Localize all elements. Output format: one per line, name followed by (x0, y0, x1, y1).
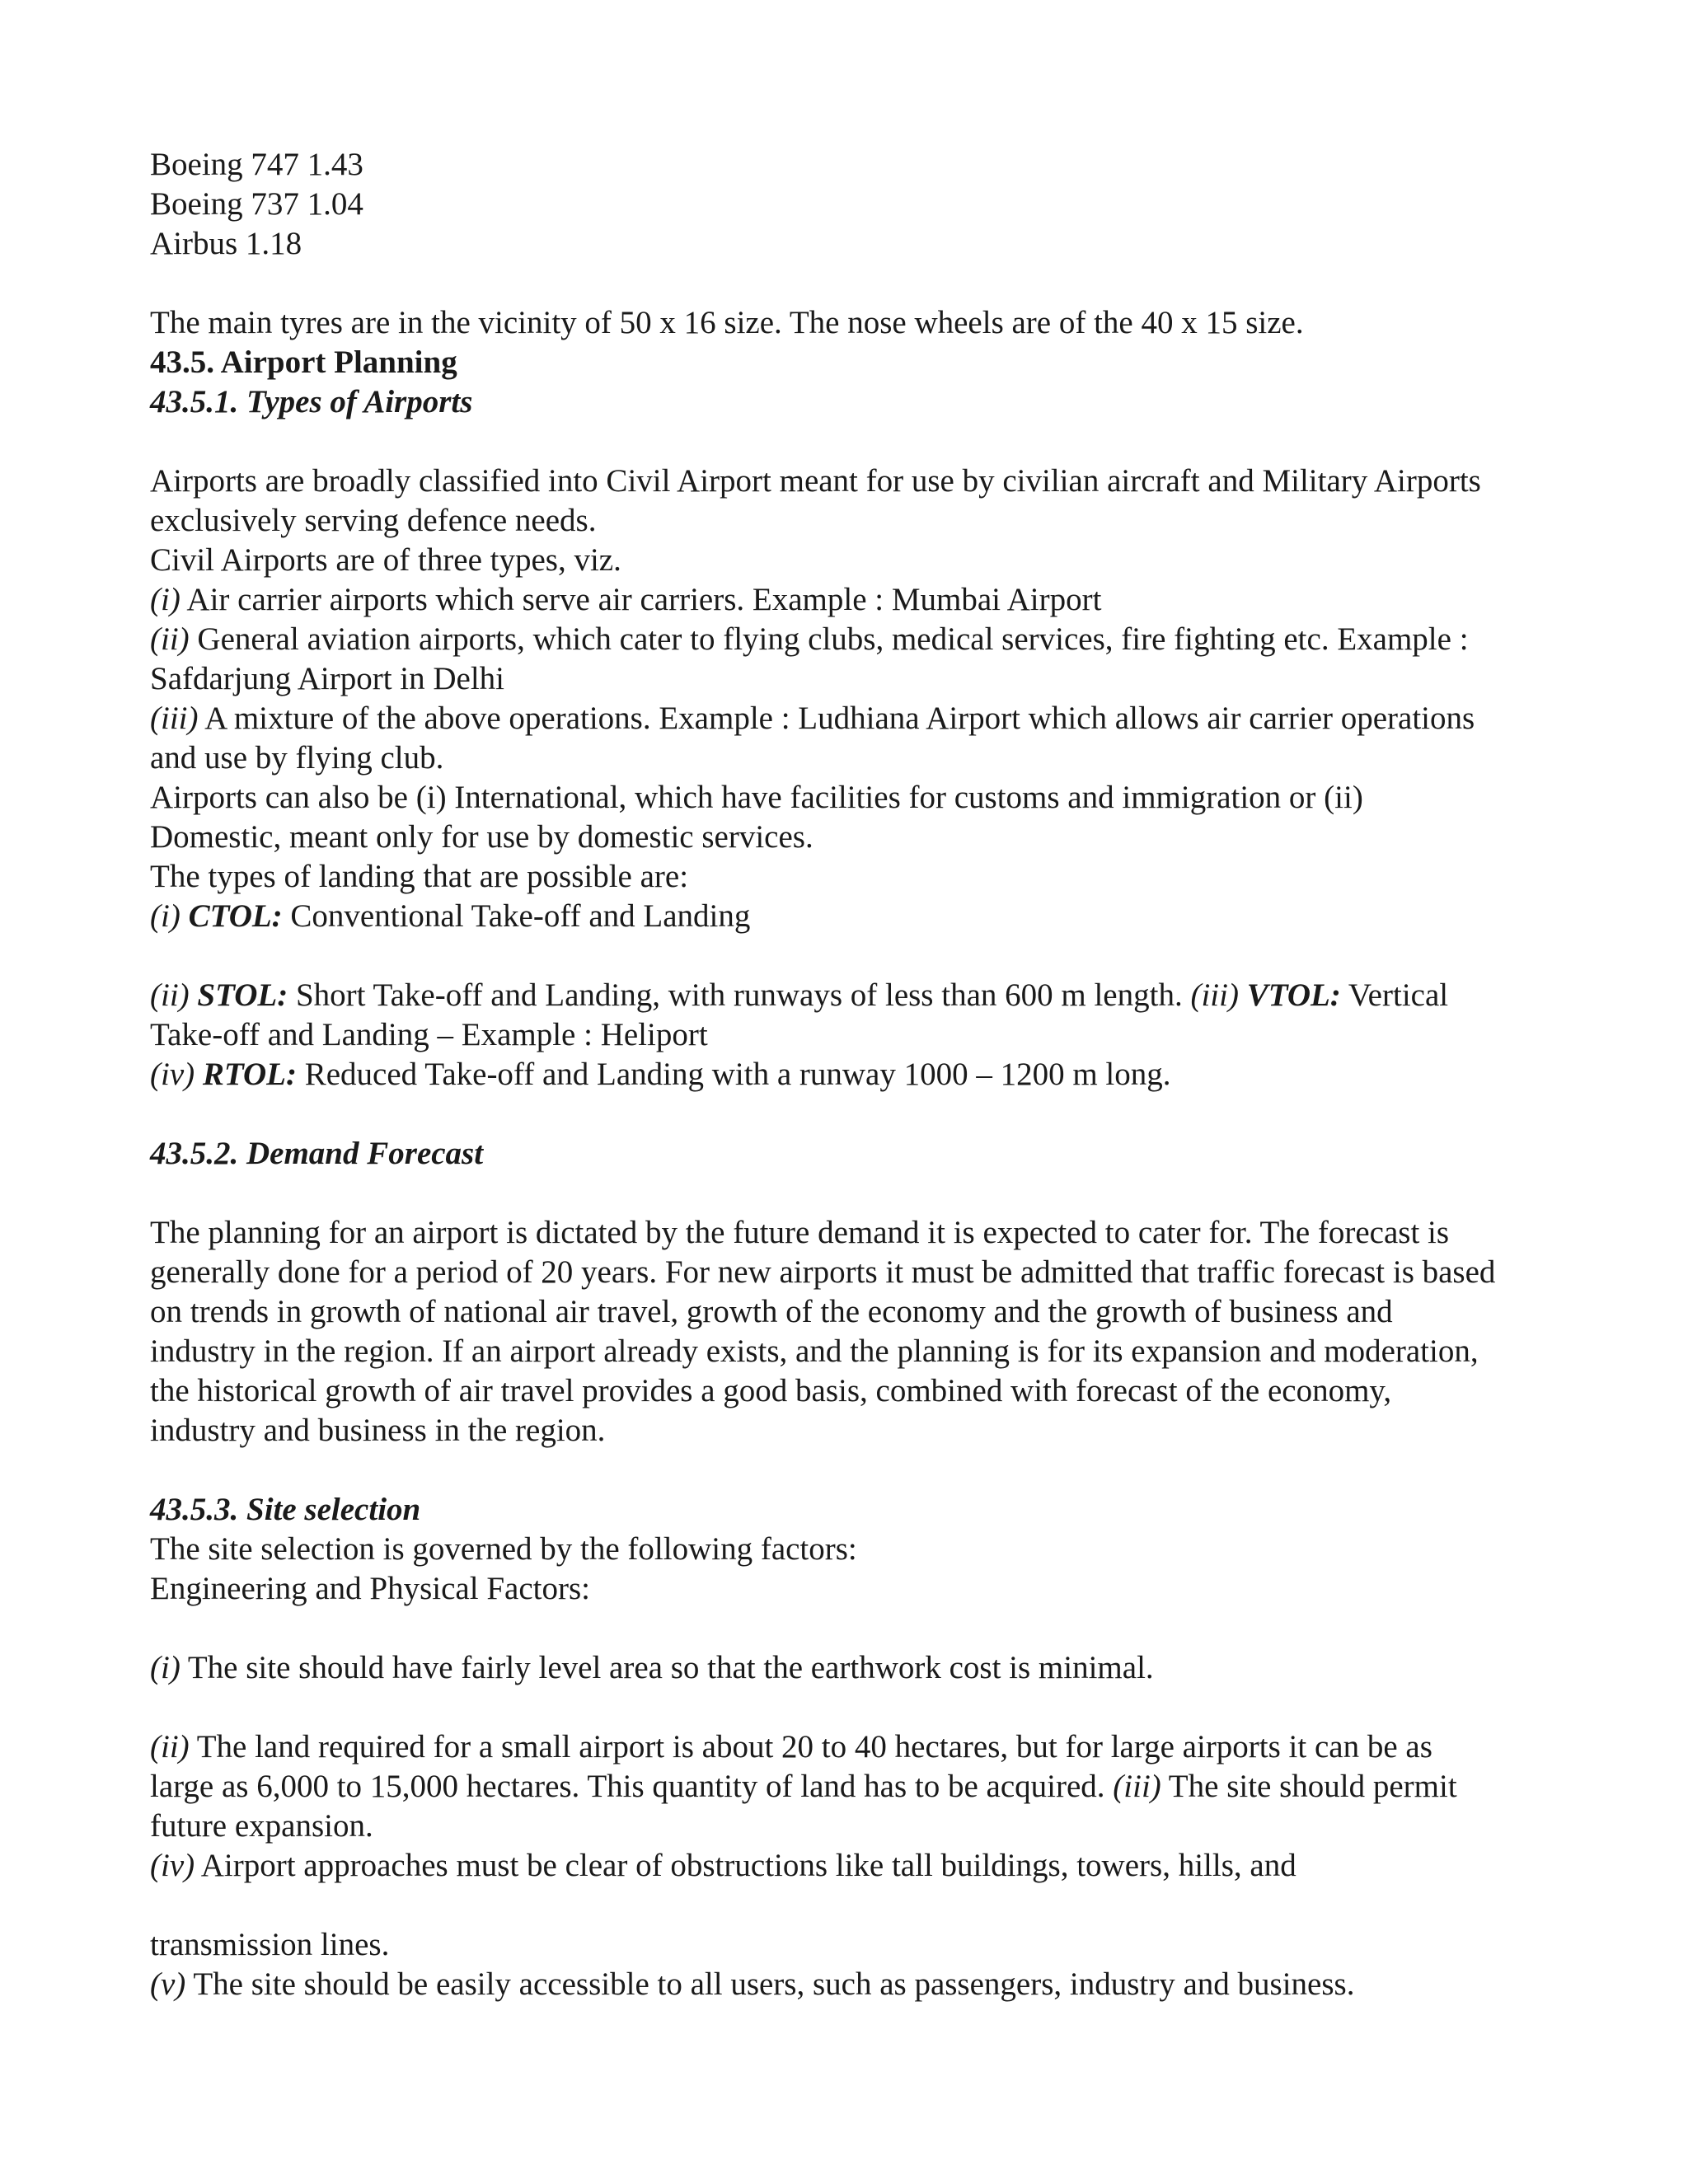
list-marker: (iii) (150, 701, 199, 736)
spec-line-boeing-747: Boeing 747 1.43 (150, 147, 363, 182)
spacer (150, 1688, 1551, 1727)
list-marker: (i) (150, 582, 181, 617)
list-marker: (ii) (150, 1729, 190, 1765)
term: CTOL: (188, 898, 283, 934)
list-marker: (i) (150, 1650, 181, 1685)
types-intro-line-1: Airports are broadly classified into Civil Airport meant for use by civilian aircraft and Military Airports (150, 463, 1481, 499)
tyres-paragraph: The main tyres are in the vicinity of 50 x 16 size. The nose wheels are of the 40 x 15 size. (150, 305, 1304, 340)
heading-types-of-airports: 43.5.1. Types of Airports (150, 384, 473, 419)
document-page (150, 145, 1551, 2004)
heading-demand-forecast: 43.5.2. Demand Forecast (150, 1136, 484, 1171)
demand-line-5: the historical growth of air travel provides a good basis, combined with forecast of the economy, (150, 1373, 1392, 1408)
demand-line-4: industry in the region. If an airport already exists, and the planning is for its expansion and moderation, (150, 1333, 1479, 1369)
site-factor-iii-continued: future expansion. (150, 1808, 373, 1844)
civil-type-ii (150, 620, 1551, 659)
spec-line-boeing-737: Boeing 737 1.04 (150, 186, 363, 222)
spacer (150, 422, 1551, 462)
list-marker: (v) (150, 1966, 186, 2002)
list-text: The site should have fairly level area so that the earthwork cost is minimal. (180, 1650, 1154, 1685)
site-intro: The site selection is governed by the following factors: (150, 1531, 857, 1567)
list-text: A mixture of the above operations. Example : Ludhiana Airport which allows air carrier operations (198, 701, 1475, 736)
demand-line-1: The planning for an airport is dictated by the future demand it is expected to cater for. The forecast is (150, 1215, 1450, 1250)
list-text: Air carrier airports which serve air carriers. Example : Mumbai Airport (180, 582, 1102, 617)
site-factor-ii (150, 1727, 1551, 1767)
demand-line-3: on trends in growth of national air travel, growth of the economy and the growth of business and (150, 1294, 1393, 1329)
civil-type-ii-continued: Safdarjung Airport in Delhi (150, 661, 505, 696)
spacer (150, 936, 1551, 976)
spacer (150, 1609, 1551, 1648)
list-text: Airport approaches must be clear of obstructions like tall buildings, towers, hills, and (195, 1848, 1296, 1883)
civil-type-iii-continued: and use by flying club. (150, 740, 444, 776)
site-factor-i (150, 1648, 1551, 1688)
demand-line-2: generally done for a period of 20 years. For new airports it must be admitted that traffic forecast is based (150, 1254, 1496, 1290)
landing-stol-vtol (150, 976, 1551, 1015)
spacer (150, 1174, 1551, 1213)
list-text: General aviation airports, which cater to flying clubs, medical services, fire fighting etc. Example : (189, 621, 1469, 657)
list-text: Conventional Take-off and Landing (282, 898, 751, 934)
landing-ctol (150, 897, 1551, 936)
list-text: Reduced Take-off and Landing with a runway 1000 – 1200 m long. (296, 1057, 1171, 1092)
demand-line-6: industry and business in the region. (150, 1413, 606, 1448)
civil-airports-intro: Civil Airports are of three types, viz. (150, 542, 621, 578)
list-text: Short Take-off and Landing, with runways of less than 600 m length. (288, 977, 1191, 1013)
site-factors-label: Engineering and Physical Factors: (150, 1571, 590, 1606)
list-text: The land required for a small airport is about 20 to 40 hectares, but for large airports it can be as (189, 1729, 1432, 1765)
landing-rtol (150, 1055, 1551, 1094)
site-factor-iv-continued: transmission lines. (150, 1927, 390, 1962)
international-domestic-line-2: Domestic, meant only for use by domestic services. (150, 819, 814, 855)
term: RTOL: (202, 1057, 297, 1092)
site-factor-iv (150, 1846, 1551, 1886)
civil-type-iii (150, 699, 1551, 738)
list-marker: (iii) (1190, 977, 1239, 1013)
list-text: Vertical (1340, 977, 1449, 1013)
spacer (150, 1886, 1551, 1925)
civil-type-i (150, 580, 1551, 620)
spacer (150, 1094, 1551, 1134)
site-factor-ii-iii (150, 1767, 1551, 1807)
list-text: The site should be easily accessible to all users, such as passengers, industry and business. (185, 1966, 1355, 2002)
list-text: large as 6,000 to 15,000 hectares. This quantity of land has to be acquired. (150, 1769, 1114, 1804)
spacer (150, 1451, 1551, 1490)
spacer (150, 264, 1551, 303)
list-marker: (i) (150, 898, 181, 934)
international-domestic-line-1: Airports can also be (i) International, which have facilities for customs and immigration or (ii) (150, 780, 1363, 815)
list-text: The site should permit (1160, 1769, 1457, 1804)
heading-site-selection: 43.5.3. Site selection (150, 1492, 421, 1527)
site-factor-v (150, 1965, 1551, 2004)
term: STOL: (197, 977, 288, 1013)
landing-vtol-continued: Take-off and Landing – Example : Heliport (150, 1017, 708, 1052)
landing-types-intro: The types of landing that are possible are: (150, 859, 689, 894)
types-intro-line-2: exclusively serving defence needs. (150, 503, 597, 538)
spec-line-airbus: Airbus 1.18 (150, 226, 302, 261)
list-marker: (ii) (150, 977, 190, 1013)
list-marker: (ii) (150, 621, 190, 657)
heading-airport-planning: 43.5. Airport Planning (150, 344, 457, 380)
list-marker: (iv) (150, 1848, 195, 1883)
list-marker: (iv) (150, 1057, 195, 1092)
list-marker: (iii) (1113, 1769, 1161, 1804)
term: VTOL: (1246, 977, 1341, 1013)
